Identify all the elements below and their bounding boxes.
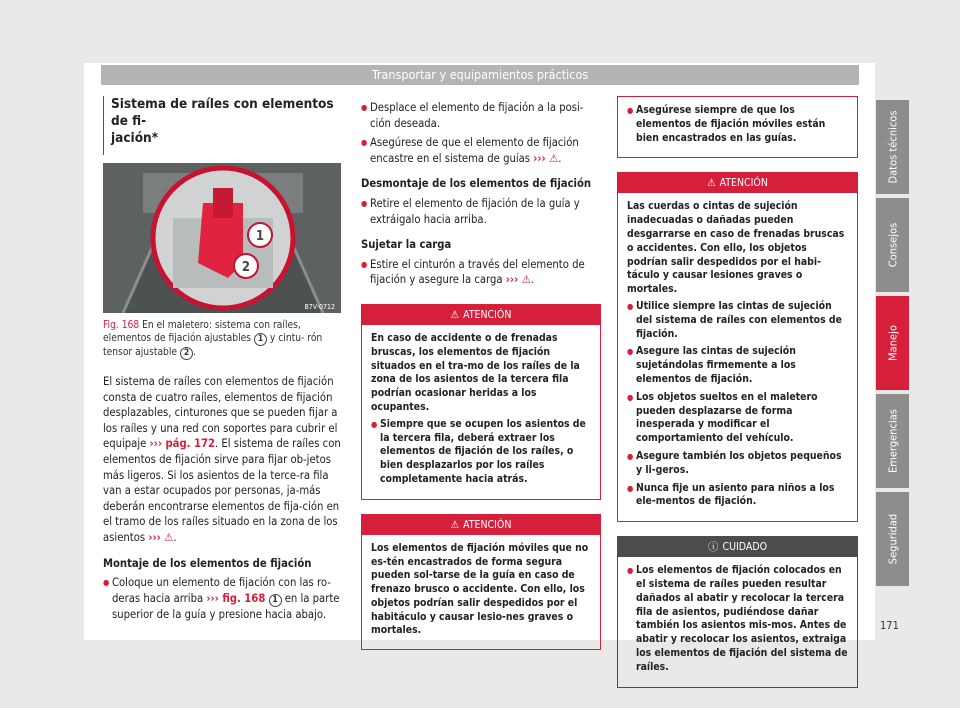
warning-title: ATENCIÓN bbox=[719, 177, 768, 190]
callout-ref-1: 1 bbox=[254, 333, 267, 346]
subheading-montaje: Montaje de los elementos de fijación bbox=[103, 556, 312, 570]
warning-bullet-text: Asegúrese siempre de que los elementos de fijación móviles están bien encastrados en las guías. bbox=[636, 104, 826, 144]
side-tab-seguridad[interactable] bbox=[876, 492, 909, 586]
warning-bullet bbox=[627, 300, 848, 341]
side-tab-consejos[interactable] bbox=[876, 198, 909, 292]
warning-text: Los elementos de fijación móviles que no es-tén encastrados de forma segura pueden sol-tarse de la guía en caso de frenazo brusco o accidente. Con ello, los objetos podrían salir despedidos por el habitáculo y causar lesio-nes graves o mortales. bbox=[371, 541, 589, 637]
callout-2: 2 bbox=[241, 260, 251, 275]
side-tab-datos-tecnicos[interactable] bbox=[876, 100, 909, 194]
warning-ref[interactable]: ››› ⚠ bbox=[148, 530, 174, 544]
fig-ref-link[interactable]: ››› fig. 168 bbox=[206, 591, 266, 605]
warning-bullet-text: Utilice siempre las cintas de sujeción del sistema de raíles con elementos de fijación. bbox=[636, 299, 842, 340]
side-tab-emergencias[interactable] bbox=[876, 394, 909, 488]
trunk-illustration bbox=[103, 163, 341, 313]
warning-ref[interactable]: ››› ⚠ bbox=[533, 151, 559, 165]
warning-bullet-text: Los objetos sueltos en el maletero pueden desplazarse de forma inesperada y modificar el comportamiento del vehículo. bbox=[636, 390, 818, 445]
warning-bullet-text: Asegure también los objetos pequeños y li-geros. bbox=[636, 449, 842, 476]
warning-box-1 bbox=[361, 304, 601, 500]
warning-body bbox=[362, 535, 600, 650]
caption-text-d: rón tensor ajustable bbox=[103, 333, 323, 358]
bullet-item: ● Estire el cinturón a través del elemento de fijación y asegure la carga ››› ⚠. bbox=[361, 257, 601, 288]
caution-bullet-text: Los elementos de fijación colocados en el sistema de raíles pueden resultar dañados al abatir y recolocar la tercera fila de asientos, pudiéndose dañar también los asientos mis-mos. Antes de abatir y recolocar los asientos, extraiga los elementos de fijación del sistema de raíles. bbox=[636, 564, 848, 673]
warning-icon: ⚠ bbox=[707, 177, 716, 190]
warning-body bbox=[618, 193, 857, 521]
side-tab-label: Emergencias bbox=[886, 409, 899, 473]
page-ref-link[interactable]: ››› pág. 172 bbox=[149, 437, 216, 451]
warning-bullet bbox=[627, 450, 848, 478]
caution-box bbox=[617, 536, 858, 687]
side-tab-label: Datos técnicos bbox=[886, 110, 899, 184]
warning-box-3 bbox=[617, 172, 858, 522]
bullet-text: Desplace el elemento de fijación a la posi-ción deseada. bbox=[370, 101, 584, 130]
trunk-rail-photo bbox=[103, 163, 341, 313]
bullet-text-b: en la parte superior de la guía y presione hacia abajo. bbox=[112, 591, 340, 621]
warning-header bbox=[362, 515, 600, 535]
warning-box-continued bbox=[617, 96, 858, 158]
bullet-item bbox=[361, 100, 601, 131]
side-tab-label: Seguridad bbox=[886, 513, 899, 565]
warning-body bbox=[618, 97, 857, 157]
figure-caption: Fig. 168 En el maletero: sistema con raíles, elementos de fijación ajustables 1 y cintu- rón tensor ajustable 2 . bbox=[103, 320, 323, 358]
caution-bullet bbox=[627, 564, 848, 674]
column-3 bbox=[617, 96, 858, 702]
warning-bullet bbox=[627, 104, 848, 145]
warning-icon: ⚠ bbox=[450, 518, 460, 531]
bullet-text: Estire el cinturón a través del elemento de fijación y asegure la carga bbox=[370, 257, 585, 287]
warning-ref[interactable]: ››› ⚠ bbox=[505, 273, 531, 287]
side-tab-label: Consejos bbox=[886, 222, 899, 268]
intro-paragraph: El sistema de raíles con elementos de fijación consta de cuatro raíles, elementos de fijación desplazables, cinturones que se pueden fijar a los raíles y una red con soportes para cubrir el equipaje ››› pág. 172. El sistema de raíles con elementos de fijación sirve para fijar ob-jetos más ligeros. Si los asientos de la terce-ra fila van a estar ocupados por personas, ja-más deberán encontrarse elementos de fija-ción en el tramo de los raíles situado en la zona de los asientos ››› ⚠. bbox=[103, 375, 341, 544]
intro-text-b: . El sistema de raíles con elementos de fijación sirve para fijar ob-jetos más ligeros. Si los asientos de la terce-ra fila van a estar ocupados por personas, ja-más deberán encontrarse elementos de fija-ción en el tramo de los raíles situado en la zona de los asientos bbox=[103, 437, 341, 544]
caption-fig: Fig. 168 bbox=[103, 320, 140, 331]
caution-title: CUIDADO bbox=[722, 541, 768, 554]
side-tab-manejo[interactable] bbox=[876, 296, 909, 390]
warning-icon: ⚠ bbox=[450, 308, 460, 321]
caution-body bbox=[618, 557, 857, 686]
warning-header bbox=[362, 305, 600, 325]
page-header: Transportar y equipamientos prácticos bbox=[101, 65, 859, 85]
warning-title: ATENCIÓN bbox=[463, 308, 512, 321]
intro-text: El sistema de raíles con elementos de fijación consta de cuatro raíles, elementos de fijación desplazables, cinturones que se pueden fijar a los raíles y una red con soportes para cubrir el equipaje bbox=[103, 375, 338, 451]
bullet-item: ● Asegúrese de que el elemento de fijación encastre en el sistema de guías ››› ⚠. bbox=[361, 135, 601, 166]
bullet-text: Asegúrese de que el elemento de fijación encastre en el sistema de guías bbox=[370, 136, 579, 165]
callout-1: 1 bbox=[255, 229, 265, 244]
callout-ref-2: 2 bbox=[180, 347, 193, 360]
bullet-text: Retire el elemento de fijación de la guía y extráigalo hacia arriba. bbox=[370, 196, 580, 226]
side-tab-label: Manejo bbox=[886, 325, 899, 361]
warning-bullet bbox=[627, 482, 848, 510]
info-icon: ⓘ bbox=[707, 541, 719, 554]
subheading-sujetar: Sujetar la carga bbox=[361, 238, 452, 252]
bullet-item bbox=[361, 196, 601, 227]
warning-header bbox=[618, 173, 857, 193]
warning-box-2 bbox=[361, 514, 601, 651]
warning-bullet-text: Nunca fije un asiento para niños a los ele-mentos de fijación. bbox=[636, 481, 835, 508]
warning-bullet bbox=[627, 391, 848, 446]
warning-text: En caso de accidente o de frenadas bruscas, los elementos de fijación situados en el tra-mo de los raíles de la zona de los asientos de la tercera fila podrían ocasionar heridas a los ocupantes. bbox=[371, 331, 580, 413]
section-title: Sistema de raíles con elementos de fi- jación* bbox=[103, 96, 341, 155]
warning-text: Las cuerdas o cintas de sujeción inadecuadas o dañadas pueden desgarrarse en caso de frenadas bruscas o accidentes. Con ello, los objetos podrían salir despedidos por el habi-táculo y causar lesiones graves o mortales. bbox=[627, 200, 845, 296]
caution-header bbox=[618, 537, 857, 557]
column-1 bbox=[103, 96, 341, 626]
callout-ref-1b: 1 bbox=[269, 594, 282, 607]
bullet-item bbox=[103, 575, 341, 622]
warning-bullet bbox=[627, 345, 848, 386]
warning-bullet-text: Siempre que se ocupen los asientos de la tercera fila, deberá extraer los elementos de fijación de los raíles, o bien desplazarlos por los raíles completamente hacia atrás. bbox=[380, 417, 586, 485]
bullet-text: Coloque un elemento de fijación con las ro-deras hacia arriba bbox=[112, 576, 331, 605]
column-2 bbox=[361, 100, 601, 664]
subheading-desmontaje: Desmontaje de los elementos de fijación bbox=[361, 177, 592, 191]
caption-text-c: y cintu- bbox=[269, 333, 305, 344]
warning-bullet-text: Asegure las cintas de sujeción sujetándolas firmemente a los elementos de fijación. bbox=[636, 345, 796, 385]
warning-title: ATENCIÓN bbox=[463, 518, 512, 531]
page-number: 171 bbox=[880, 619, 899, 632]
warning-bullet bbox=[371, 418, 591, 487]
warning-body bbox=[362, 325, 600, 499]
caption-text-a: En el maletero: sistema con raíles, bbox=[142, 320, 301, 331]
image-code: B7V-0712 bbox=[304, 303, 335, 311]
caption-text-b: elementos de fijación ajustables bbox=[103, 333, 252, 344]
